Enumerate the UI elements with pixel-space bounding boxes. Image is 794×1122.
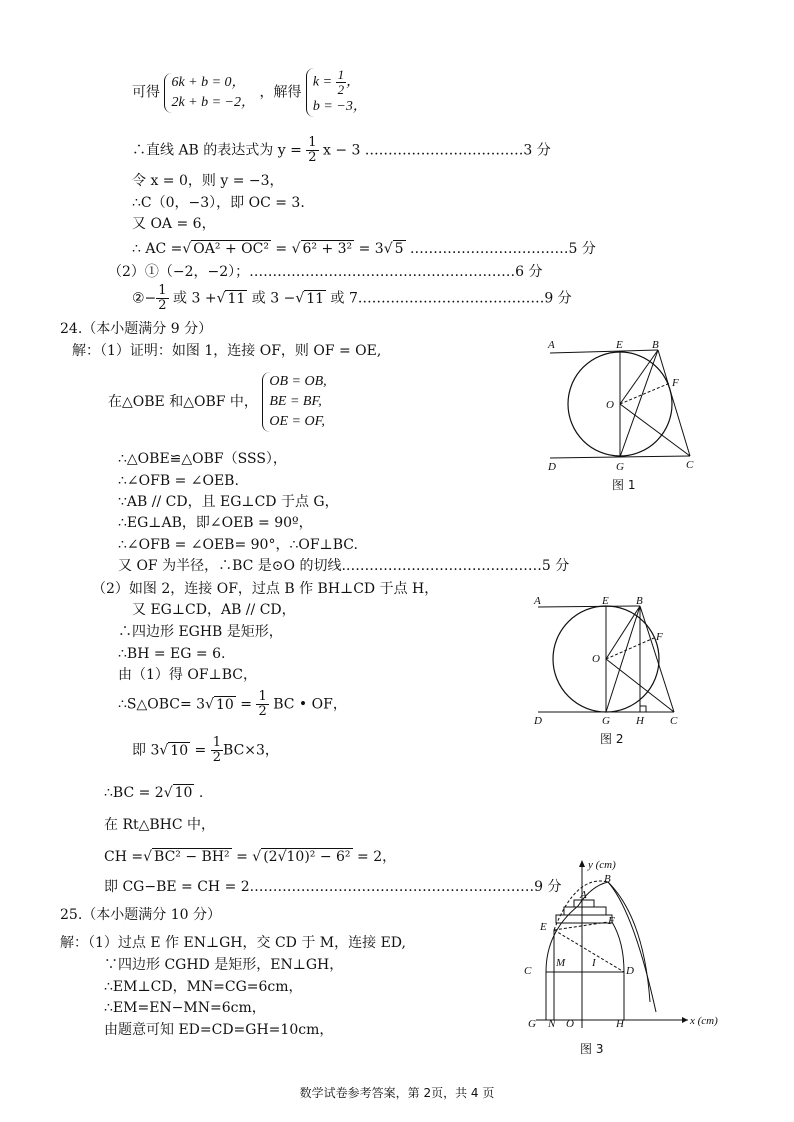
fig2-label-H: H [636,715,644,727]
sqrt-2: 6² + 3² [302,241,353,257]
eq-system-line [132,68,367,117]
s18-a: CH = [104,849,144,865]
fig3-label-O: O [566,1018,574,1030]
fig3-label-M: M [556,957,566,969]
fig3-label-I: I [592,957,596,969]
q24-s10: 又 EG⊥CD，AB // CD， [132,602,296,618]
page-footer: 数学试卷参考答案，第 2页，共 4 页 [299,1086,495,1100]
s15-a: 即 3 [132,742,160,759]
fig1-label-A: A [548,339,555,351]
q24-s15: 即 3√ 10 = $\frac{1}{2}$ BC×3， [132,735,279,765]
score-tail: .……………………………5 分 [405,241,596,257]
s18-sqrt-1: BC² − BH² [154,849,230,865]
part-a: ②− [132,290,157,307]
eq-2: = 3 [354,241,384,257]
q24-s7: ∴∠OFB = ∠OEB= 90°，∴OF⊥BC. [118,537,358,553]
fig1-label-E: E [616,339,623,351]
s16-b: . [194,785,204,801]
fig3-label-N: N [548,1018,556,1030]
fig2-label-F: F [656,631,663,643]
fig2-label-D: D [534,715,542,727]
line-5: 又 OA = 6， [132,216,216,232]
k-numerator: 1 [337,67,345,82]
s16-a: ∴BC = 2 [104,785,164,801]
q24-s4: ∴∠OFB = ∠OEB. [118,473,239,489]
s18-sqrt-2: (2√10)² − 6² [263,849,351,865]
fig3-x-axis-label: x (cm) [690,1015,718,1027]
s16-sqrt: 10 [174,785,193,801]
k-fraction [336,68,347,97]
q24-s17: 在 Rt△BHC 中， [104,817,216,833]
fig1-label-F: F [672,377,679,389]
fig3-label-C: C [524,965,532,977]
figure-2 [528,592,698,732]
s15-b: = [190,742,207,759]
congruence-system [262,372,326,432]
equation-system [164,73,255,113]
s14-sqrt: 10 [216,696,234,713]
fig3-label-H: H [616,1018,624,1030]
q25-title: 25.（本小题满分 10 分） [60,907,221,923]
line-ac: ∴ AC =√ OA² + OC² = √ 6² + 3² = 3√ 5 .……………………………5 分 [132,241,596,257]
denominator: 2 [308,150,317,165]
fig1-label-G: G [616,461,624,473]
fraction [156,284,168,313]
s15-c: BC×3， [223,742,279,759]
s14-b: = [235,696,253,713]
q24-s2-row [108,372,327,432]
equation-1: 6k + b = 0， [171,74,246,90]
b-equation: b = −3， [312,99,367,114]
sys-3: OE = OF, [269,414,325,429]
s14-frac [256,690,268,719]
equation-2: 2k + b = −2， [171,94,256,110]
fig2-label-G: G [602,715,610,727]
text-solve: ，解得 [259,84,302,101]
s18-b: = [231,849,248,865]
denominator: 2 [158,298,167,313]
q25-s5: 由题意可知 ED=CD=GH=10cm， [104,1022,334,1038]
line-8: ②− $\frac{1}{2}$ 或 3 +√ 11 或 3 −√ 11 或 7.…………………………………9 分 [132,283,572,313]
q24-s12: ∴BH = EG = 6. [118,646,226,662]
figure-1 [540,338,710,478]
s15-frac [211,736,223,765]
line-tail: x − 3 .……………………………3 分 [323,142,551,159]
q24-s13: 由（1）得 OF⊥BC， [118,667,257,683]
sys-1: OB = OB, [269,374,327,389]
line-7: （2）①（−2，−2）；…………………………………………………6 分 [108,264,543,280]
q24-s1: 解：（1）证明：如图 1，连接 OF，则 OF = OE, [72,343,382,359]
fig3-label-F: F [608,915,615,927]
fig3-y-axis-label: y (cm) [588,859,616,871]
part-d: 或 7.…………………………………9 分 [326,290,572,307]
sqrt-1: OA² + OC² [193,241,269,257]
fig1-caption: 图 1 [612,478,636,492]
k-lhs: k = [312,74,333,90]
q25-s2: ∵四边形 CGHD 是矩形，EN⊥GH， [104,957,344,973]
q24-s16: ∴BC = 2√ 10 . [104,785,204,801]
ac-lhs: ∴ AC = [132,241,183,257]
q24-s19: 即 CG−BE = CH = 2.……………………………………………………9 分 [104,879,562,895]
s15-sqrt: 10 [170,742,189,759]
fraction-half [306,136,318,165]
sqrt-11-a: 11 [227,290,246,307]
q24-s3: ∴△OBE≌△OBF（SSS）， [118,451,287,467]
s15-den: 2 [212,750,222,765]
fig2-label-C: C [670,715,678,727]
fig1-label-D: D [548,461,556,473]
line-ab-expression [132,136,551,165]
fig2-label-B: B [636,595,643,607]
text-prefix: 可得 [132,84,160,101]
q25-s3: ∴EM⊥CD，MN=CG=6cm， [104,979,303,995]
q24-s6: ∴EG⊥AB，即∠OEB = 90º， [118,515,313,531]
solution-system [306,68,367,117]
fig1-label-B: B [652,339,659,351]
fig3-label-G: G [528,1018,536,1030]
figure-3 [516,852,730,1036]
numerator: 1 [308,135,317,150]
fig3-caption: 图 3 [580,1042,604,1056]
s14-den: 2 [258,704,267,719]
q25-s1: 解：（1）过点 E 作 EN⊥GH，交 CD 于 M，连接 ED, [60,935,406,951]
q24-s5: ∵AB // CD，且 EG⊥CD 于点 G， [118,494,339,510]
q24-title: 24.（本小题满分 9 分） [60,321,213,337]
q24-s14: ∴S△OBC= 3√ 10 = $\frac{1}{2}$ BC • OF， [118,689,347,719]
q25-s4: ∴EM=EN−MN=6cm， [104,1000,266,1016]
fig2-label-O: O [592,653,600,665]
part-b: 或 3 + [168,290,217,307]
q24-s8: 又 OF 为半径，∴BC 是⊙O 的切线.……………………………………5 分 [118,558,570,574]
fig3-label-A: A [580,889,587,901]
numerator: 1 [158,283,167,298]
eq-1: = [270,241,288,257]
q24-s2: 在△OBE 和△OBF 中， [108,394,258,410]
s18-c: = 2， [352,849,397,865]
s15-num: 1 [212,735,222,750]
q24-s18: CH =√ BC² − BH² = √ (2√10)² − 6² = 2， [104,849,397,865]
fig2-caption: 图 2 [600,732,624,746]
sqrt-11-b: 11 [306,290,325,307]
s14-num: 1 [258,689,267,704]
sqrt-3: 5 [394,241,404,257]
part-c: 或 3 − [247,290,296,307]
q24-s9: （2）如图 2，连接 OF，过点 B 作 BH⊥CD 于点 H， [92,581,439,597]
sys-2: BE = BF, [269,394,322,409]
fig3-label-D: D [626,965,634,977]
fig2-label-A: A [534,595,541,607]
q24-s11: ∴四边形 EGHB 是矩形， [118,624,283,640]
line-4: ∴C（0，−3），即 OC = 3. [132,195,305,211]
fig1-label-C: C [686,459,694,471]
line-text: ∴直线 AB 的表达式为 y = [132,142,302,159]
k-denominator: 2 [337,82,345,97]
s14-c: BC • OF， [273,696,347,713]
fig3-label-B: B [604,873,611,885]
fig1-label-O: O [606,399,614,411]
s14-a: ∴S△OBC= 3 [118,696,206,713]
fig3-label-E: E [540,921,547,933]
k-tail: ， [346,74,361,90]
line-3: 令 x = 0，则 y = −3， [132,173,284,189]
fig2-label-E: E [602,595,609,607]
